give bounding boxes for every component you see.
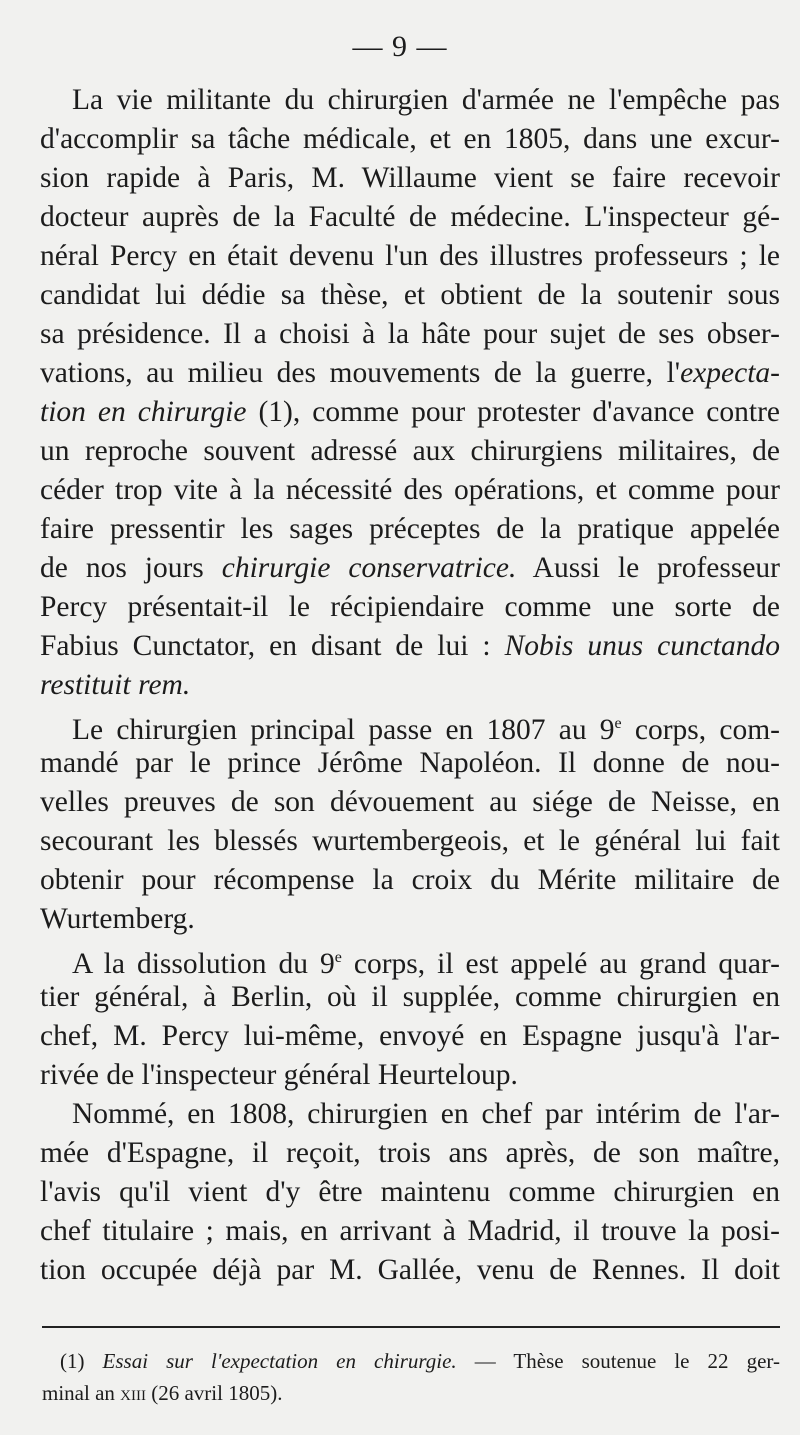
- footnote-marker: (1): [60, 1349, 103, 1373]
- text-line: [40, 353, 780, 393]
- footnote-title: Essai sur l'expectation en chirurgie.: [102, 1349, 457, 1373]
- text-line: Wurtemberg.: [40, 903, 195, 935]
- text-line: un reproche souvent adressé aux chirurgiens militaires, de: [40, 435, 780, 467]
- text-line: sa présidence. Il a choisi à la hâte pour sujet de ses obser-: [40, 318, 780, 350]
- text-segment: (1), comme pour protester d'avance contre: [246, 396, 781, 428]
- footnote-divider: [42, 1326, 780, 1328]
- superscript: e: [334, 949, 342, 966]
- text-line: tier général, à Berlin, où il supplée, comme chirurgien en: [40, 981, 780, 1013]
- text-segment: A la dissolution du 9: [72, 947, 335, 980]
- text-line: chef, M. Percy lui-même, envoyé en Espagne jusqu'à l'ar-: [40, 1020, 780, 1052]
- text-line: candidat lui dédie sa thèse, et obtient de la soutenir sous: [40, 279, 780, 311]
- text-line: [40, 665, 780, 705]
- text-segment: Fabius Cunctator, en disant de lui :: [40, 630, 505, 662]
- text-segment: corps, com-: [621, 713, 780, 746]
- text-line: [72, 704, 780, 744]
- text-line: tion occupée déjà par M. Gallée, venu de Rennes. Il doit: [40, 1254, 780, 1286]
- footnote-text: minal an: [42, 1381, 121, 1405]
- text-line: [40, 392, 780, 432]
- text-line: [72, 938, 780, 978]
- text-line: La vie militante du chirurgien d'armée ne l'empêche pas: [72, 84, 780, 116]
- text-line: [40, 626, 780, 666]
- text-line: faire pressentir les sages préceptes de la pratique appelée: [40, 513, 780, 545]
- text-segment: vations, au milieu des mouvements de la guerre, l': [40, 357, 681, 389]
- text-line: secourant les blessés wurtembergeois, et le général lui fait: [40, 825, 780, 857]
- text-line: Nommé, en 1808, chirurgien en chef par intérim de l'ar-: [72, 1098, 780, 1130]
- text-segment: Le chirurgien principal passe en 1807 au 9: [72, 713, 615, 746]
- footnote-line: [60, 1345, 780, 1377]
- superscript: e: [614, 715, 622, 732]
- text-line: néral Percy en était devenu l'un des illustres professeurs ; le: [40, 240, 780, 272]
- text-line: docteur auprès de la Faculté de médecine. L'inspecteur gé-: [40, 201, 780, 233]
- italic-term: expecta-: [680, 357, 780, 389]
- page-number: — 9 —: [352, 30, 448, 63]
- italic-term: tion en chirurgie: [40, 396, 247, 428]
- italic-quote: restituit rem.: [40, 669, 191, 701]
- text-line: [40, 548, 780, 588]
- text-line: mandé par le prince Jérôme Napoléon. Il donne de nou-: [40, 747, 780, 779]
- text-line: velles preuves de son dévouement au siége de Neisse, en: [40, 786, 780, 818]
- text-segment: corps, il est appelé au grand quar-: [341, 947, 780, 980]
- footnote-text: — Thèse soutenue le 22 ger-: [456, 1349, 780, 1373]
- text-line: obtenir pour récompense la croix du Mérite militaire de: [40, 864, 780, 896]
- text-line: céder trop vite à la nécessité des opérations, et comme pour: [40, 474, 780, 506]
- text-segment: Aussi le professeur: [516, 552, 780, 584]
- text-line: sion rapide à Paris, M. Willaume vient se faire recevoir: [40, 162, 780, 194]
- footnote-line: [42, 1377, 780, 1409]
- italic-term: chirurgie conservatrice.: [221, 552, 517, 584]
- text-line: chef titulaire ; mais, en arrivant à Madrid, il trouve la posi-: [40, 1215, 780, 1247]
- footnote-text: (26 avril 1805).: [145, 1381, 283, 1405]
- text-line: l'avis qu'il vient d'y être maintenu comme chirurgien en: [40, 1176, 780, 1208]
- footnote-year: xiii: [120, 1381, 146, 1405]
- text-line: Percy présentait-il le récipiendaire comme une sorte de: [40, 591, 780, 623]
- text-segment: de nos jours: [40, 552, 222, 584]
- text-line: d'accomplir sa tâche médicale, et en 1805, dans une excur-: [40, 123, 780, 155]
- italic-quote: Nobis unus cunctando: [504, 630, 780, 662]
- text-line: mée d'Espagne, il reçoit, trois ans après, de son maître,: [40, 1137, 780, 1169]
- text-line: rivée de l'inspecteur général Heurteloup.: [40, 1059, 518, 1091]
